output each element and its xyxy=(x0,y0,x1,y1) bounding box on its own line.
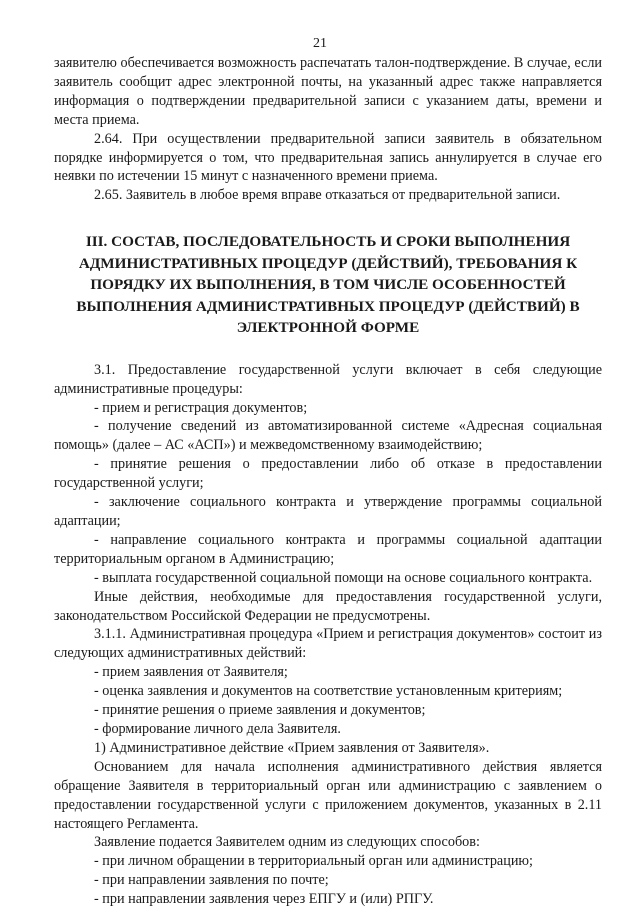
paragraph-3-1: 3.1. Предоставление государственной услуги включает в себя следующие административные процедуры: xyxy=(54,361,602,397)
method-item: - при направлении заявления по почте; xyxy=(94,872,329,889)
paragraph-continuation: заявителю обеспечивается возможность распечатать талон-подтверждение. В случае, если заявитель сообщит адрес электронной почты, на указанный адрес также направляется информация о подтверждении предварительной записи с указанием даты, времени и места приема. xyxy=(54,55,602,128)
method-item: - при личном обращении в территориальный орган или администрацию; xyxy=(94,853,533,870)
action-item: - оценка заявления и документов на соответствие установленным критериям; xyxy=(94,683,563,700)
paragraph-3-1-1: 3.1.1. Административная процедура «Прием и регистрация документов» состоит из следующих административных действий: xyxy=(54,626,602,662)
method-item: - при направлении заявления через ЕПГУ и (или) РПГУ. xyxy=(94,891,434,908)
paragraph-basis: Основанием для начала исполнения административного действия является обращение Заявителя в территориальный орган или администрацию с заявлением о предоставлении государственной услуги с приложением документов, указанных в 2.11 настоящего Регламента. xyxy=(54,758,602,832)
procedure-item: - заключение социального контракта и утверждение программы социальной адаптации; xyxy=(54,494,602,529)
paragraph-2-65: 2.65. Заявитель в любое время вправе отказаться от предварительной записи. xyxy=(94,187,561,204)
action-item: - принятие решения о приеме заявления и документов; xyxy=(94,702,426,719)
procedure-item: - направление социального контракта и программы социальной адаптации территориальным органом в Администрацию; xyxy=(54,531,602,567)
page-number: 21 xyxy=(313,36,327,51)
procedure-item: - прием и регистрация документов; xyxy=(94,399,308,416)
procedure-item: - принятие решения о предоставлении либо об отказе в предоставлении государственной услуги; xyxy=(54,456,602,492)
action-1-title: 1) Административное действие «Прием заявления от Заявителя». xyxy=(94,739,490,756)
procedure-item: - получение сведений из автоматизированной системе «Адресная социальная помощь» (далее – АС «АСП») и межведомственному взаимодействию; xyxy=(54,418,602,454)
section-heading: III. СОСТАВ, ПОСЛЕДОВАТЕЛЬНОСТЬ И СРОКИ ВЫПОЛНЕНИЯ АДМИНИСТРАТИВНЫХ ПРОЦЕДУР (ДЕЙСТВИЙ), ТРЕБОВАНИЯ К ПОРЯДКУ ИХ ВЫПОЛНЕНИЯ, В ТОМ ЧИСЛЕ ОСОБЕННОСТЕЙ ВЫПОЛНЕНИЯ АДМИНИСТРАТИВНЫХ ПРОЦЕДУР (ДЕЙСТВИЙ) В ЭЛЕКТРОННОЙ ФОРМЕ xyxy=(76,233,580,337)
document-body xyxy=(54,54,602,909)
action-item: - формирование личного дела Заявителя. xyxy=(94,720,341,737)
paragraph-other-actions: Иные действия, необходимые для предоставления государственной услуги, законодательством Российской Федерации не предусмотрены. xyxy=(54,588,602,624)
methods-intro: Заявление подается Заявителем одним из следующих способов: xyxy=(94,834,480,851)
action-item: - прием заявления от Заявителя; xyxy=(94,664,288,681)
procedure-item: - выплата государственной социальной помощи на основе социального контракта. xyxy=(94,569,593,586)
paragraph-2-64: 2.64. При осуществлении предварительной записи заявитель в обязательном порядке информируется о том, что предварительная запись аннулируется в случае его неявки по истечении 15 минут с назначенного времени приема. xyxy=(54,130,602,185)
